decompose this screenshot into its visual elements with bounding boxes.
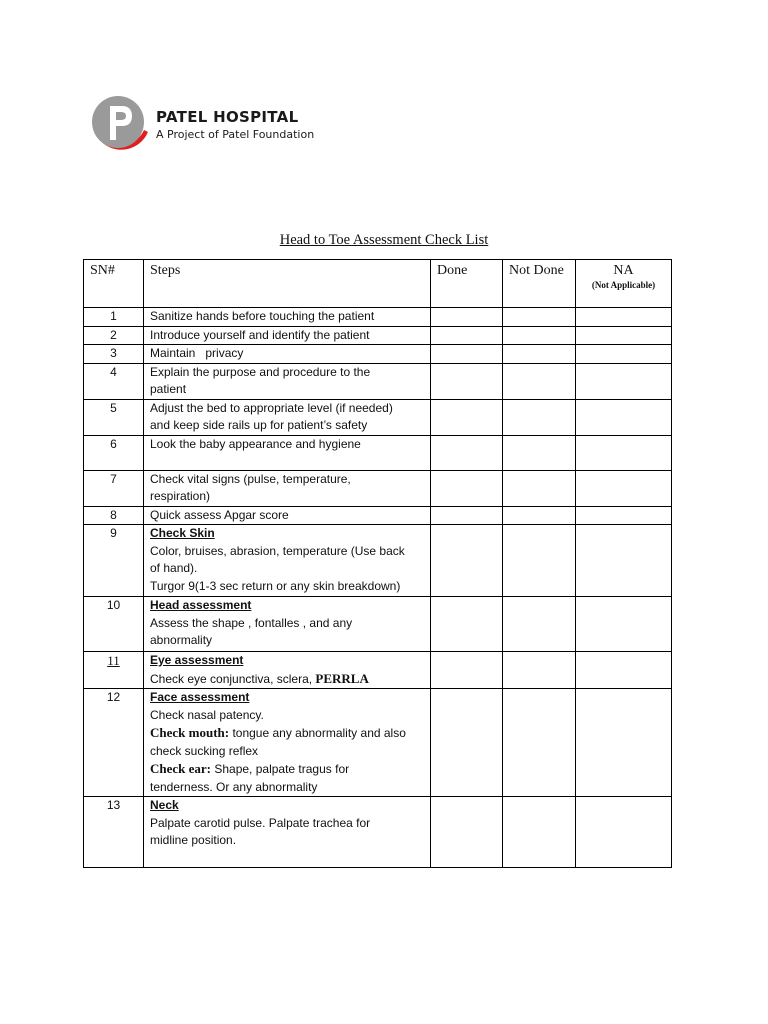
row-number: 7: [84, 470, 144, 506]
step-text: [144, 597, 431, 652]
header-done: Done: [431, 260, 503, 308]
step-line: Assess the shape , fontalles , and any: [150, 615, 353, 630]
na-cell[interactable]: [576, 652, 672, 689]
step-text: [144, 326, 431, 345]
step-line: Adjust the bed to appropriate level (if needed): [150, 400, 393, 415]
na-cell[interactable]: [576, 470, 672, 506]
step-line: Turgor 9(1-3 sec return or any skin breakdown): [150, 578, 401, 593]
row-number: 9: [84, 525, 144, 597]
done-cell[interactable]: [431, 506, 503, 525]
step-line: tenderness. Or any abnormality: [150, 779, 318, 794]
check-mouth-label: Check mouth:: [150, 725, 230, 740]
done-cell[interactable]: [431, 399, 503, 435]
done-cell[interactable]: [431, 326, 503, 345]
step-line: [150, 670, 424, 689]
not-done-cell[interactable]: [503, 689, 576, 797]
done-cell[interactable]: [431, 435, 503, 470]
na-cell[interactable]: [576, 525, 672, 597]
done-cell[interactable]: [431, 525, 503, 597]
not-done-cell[interactable]: [503, 525, 576, 597]
step-line: Quick assess Apgar score: [150, 507, 289, 522]
document-title: Head to Toe Assessment Check List: [279, 232, 489, 248]
section-heading: Face assessment: [150, 690, 250, 704]
na-cell[interactable]: [576, 597, 672, 652]
table-row: [84, 506, 672, 525]
done-cell[interactable]: [431, 308, 503, 327]
row-number: 2: [84, 326, 144, 345]
header-sn: SN#: [84, 260, 144, 308]
not-done-cell[interactable]: [503, 470, 576, 506]
step-text: [144, 308, 431, 327]
section-heading: Neck: [150, 798, 179, 812]
step-text-part: tongue any abnormality and also: [232, 726, 406, 740]
table-row: [84, 597, 672, 652]
row-number: 11: [84, 652, 144, 689]
step-line: Maintain privacy: [150, 346, 244, 360]
table-row: [84, 652, 672, 689]
step-line: [150, 760, 424, 779]
na-cell[interactable]: [576, 345, 672, 364]
not-done-cell[interactable]: [503, 506, 576, 525]
row-number: 4: [84, 363, 144, 399]
hospital-name: PATEL HOSPITAL: [156, 108, 299, 126]
table-row: [84, 399, 672, 435]
not-done-cell[interactable]: [503, 597, 576, 652]
not-done-cell[interactable]: [503, 363, 576, 399]
step-line: check sucking reflex: [150, 743, 259, 758]
table-header-row: [84, 260, 672, 308]
hospital-tagline: A Project of Patel Foundation: [156, 128, 315, 141]
done-cell[interactable]: [431, 797, 503, 868]
not-done-cell[interactable]: [503, 326, 576, 345]
row-number: 1: [84, 308, 144, 327]
table-row: [84, 525, 672, 597]
step-text: [144, 470, 431, 506]
done-cell[interactable]: [431, 470, 503, 506]
done-cell[interactable]: [431, 345, 503, 364]
step-text: [144, 652, 431, 689]
step-text: [144, 797, 431, 868]
row-number: 5: [84, 399, 144, 435]
na-cell[interactable]: [576, 435, 672, 470]
done-cell[interactable]: [431, 597, 503, 652]
row-number: 8: [84, 506, 144, 525]
header-steps: Steps: [144, 260, 431, 308]
row-number: 13: [84, 797, 144, 868]
assessment-checklist-table: [83, 259, 672, 868]
row-number: 12: [84, 689, 144, 797]
table-row: [84, 435, 672, 470]
not-done-cell[interactable]: [503, 652, 576, 689]
row-number: 6: [84, 435, 144, 470]
step-line: Sanitize hands before touching the patient: [150, 309, 375, 323]
na-cell[interactable]: [576, 689, 672, 797]
header-not-done: Not Done: [503, 260, 576, 308]
step-text: [144, 525, 431, 597]
not-done-cell[interactable]: [503, 345, 576, 364]
table-row: [84, 326, 672, 345]
done-cell[interactable]: [431, 689, 503, 797]
table-row: [84, 470, 672, 506]
step-text: [144, 399, 431, 435]
step-text: [144, 506, 431, 525]
row-number: 10: [84, 597, 144, 652]
na-cell[interactable]: [576, 797, 672, 868]
na-cell[interactable]: [576, 308, 672, 327]
step-text: [144, 689, 431, 797]
step-text-part: Check eye conjunctiva, sclera,: [150, 671, 313, 686]
step-line: Color, bruises, abrasion, temperature (Use back: [150, 543, 405, 558]
na-cell[interactable]: [576, 363, 672, 399]
check-ear-label: Check ear:: [150, 761, 212, 776]
step-line: Look the baby appearance and hygiene: [150, 436, 361, 451]
step-line: Introduce yourself and identify the patient: [150, 327, 370, 342]
header-na-subtitle: (Not Applicable): [591, 280, 656, 290]
done-cell[interactable]: [431, 652, 503, 689]
step-line: [150, 724, 424, 743]
table-row: [84, 689, 672, 797]
step-text-part: Shape, palpate tragus for: [214, 762, 350, 776]
table-row: [84, 363, 672, 399]
step-line: Palpate carotid pulse. Palpate trachea for: [150, 815, 371, 830]
step-line: respiration): [150, 489, 211, 503]
patel-emblem-icon: [88, 92, 152, 158]
step-text: [144, 345, 431, 364]
table-row: [84, 797, 672, 868]
step-text: [144, 435, 431, 470]
step-line: Check nasal patency.: [150, 707, 264, 722]
hospital-logo: [88, 92, 328, 162]
header-na-label: NA: [613, 263, 634, 278]
done-cell[interactable]: [431, 363, 503, 399]
table-row: [84, 308, 672, 327]
step-line: abnormality: [150, 633, 213, 647]
not-done-cell[interactable]: [503, 308, 576, 327]
step-line: patient: [150, 382, 187, 396]
section-heading: Head assessment: [150, 598, 252, 612]
step-line: Check vital signs (pulse, temperature,: [150, 471, 351, 486]
na-cell[interactable]: [576, 399, 672, 435]
step-line: Explain the purpose and procedure to the: [150, 364, 371, 379]
table-row: [84, 345, 672, 364]
section-heading: Check Skin: [150, 526, 215, 540]
row-number: 3: [84, 345, 144, 364]
perrla-label: PERRLA: [315, 670, 369, 686]
step-line: midline position.: [150, 833, 237, 847]
step-line: of hand).: [150, 561, 198, 575]
header-na: [576, 260, 672, 308]
not-done-cell[interactable]: [503, 797, 576, 868]
section-heading: Eye assessment: [150, 653, 244, 667]
na-cell[interactable]: [576, 326, 672, 345]
na-cell[interactable]: [576, 506, 672, 525]
not-done-cell[interactable]: [503, 435, 576, 470]
not-done-cell[interactable]: [503, 399, 576, 435]
step-line: and keep side rails up for patient’s safety: [150, 418, 368, 432]
step-text: [144, 363, 431, 399]
